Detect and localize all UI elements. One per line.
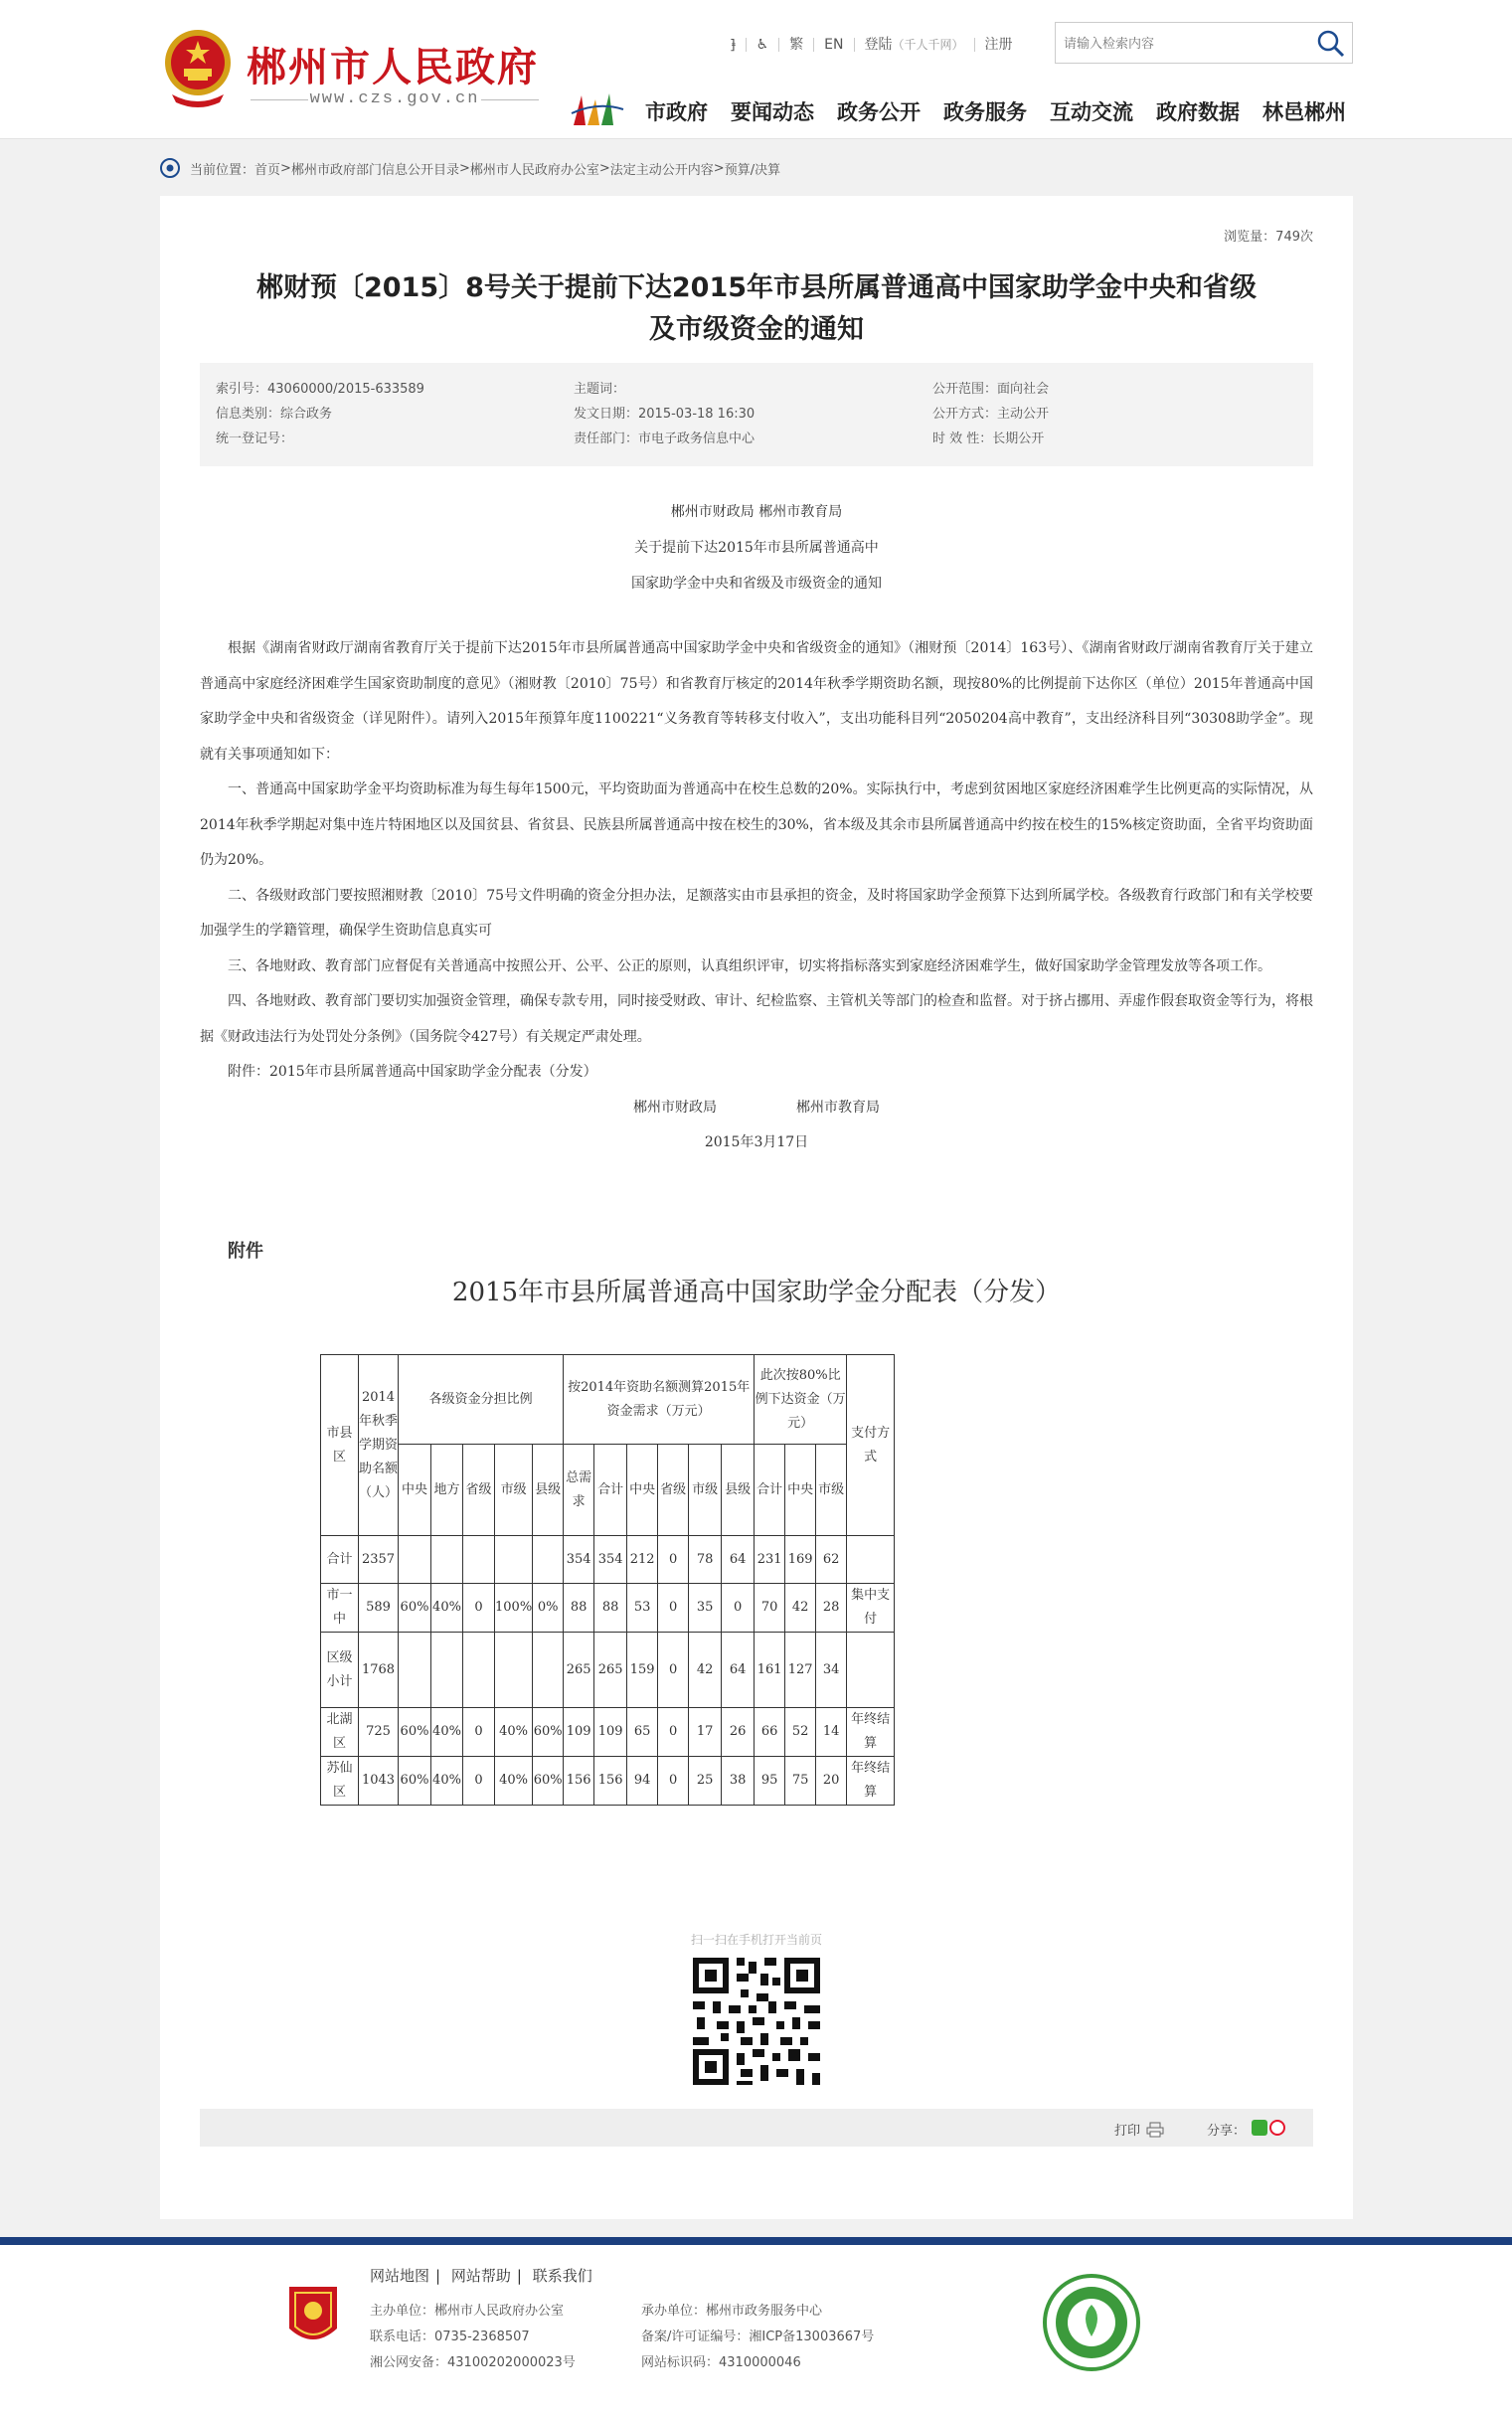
search-input[interactable]: [1064, 32, 1302, 56]
search-icon[interactable]: [1316, 29, 1346, 59]
footer-info-left: [370, 2299, 576, 2376]
footer-icp[interactable]: 备案/许可证编号：湘ICP备13003667号: [641, 2330, 875, 2344]
table-cell: [463, 1633, 495, 1708]
allocation-table: [320, 1354, 895, 1806]
table-cell: 109: [594, 1708, 627, 1757]
nav-item-news[interactable]: 要闻动态: [731, 100, 814, 124]
site-header: [0, 0, 1512, 139]
table-row: [321, 1708, 895, 1757]
header-city: 市级: [495, 1445, 533, 1536]
table-cell: 265: [594, 1633, 627, 1708]
table-cell: 212: [627, 1536, 658, 1584]
table-cell: 88: [564, 1584, 594, 1633]
table-cell: [533, 1536, 564, 1584]
nav-item-government[interactable]: 市政府: [645, 100, 708, 124]
document-heading: [200, 494, 1313, 602]
footer-link-contact[interactable]: 联系我们: [532, 2267, 592, 2285]
table-cell: 62: [816, 1536, 847, 1584]
table-cell: 0: [463, 1757, 495, 1806]
table-cell: 65: [627, 1708, 658, 1757]
header-city: 市级: [689, 1445, 722, 1536]
table-cell: 苏仙区: [321, 1757, 359, 1806]
body-paragraph: 一、普通高中国家助学金平均资助标准为每生每年1500元，平均资助面为普通高中在校生总数的20%。实际执行中，考虑到贫困地区家庭经济困难学生比例更高的实际情况，从2014年秋季学期起对集中连片特困地区以及国贫县、省贫县、民族县所属普通高中按在校生的30%，省本级及其余市县所属普通高中约按在校生的15%核定资助面，全省平均资助面仍为20%。: [200, 781, 1313, 868]
footer-link-sitemap[interactable]: 网站地图: [370, 2267, 430, 2285]
wechat-icon[interactable]: [1252, 2120, 1267, 2136]
signature-date: 2015年3月17日: [704, 1134, 809, 1150]
heading-line: 国家助学金中央和省级及市级资金的通知: [631, 576, 882, 592]
table-cell: 100%: [495, 1584, 533, 1633]
header-total-need: 总需求: [564, 1445, 594, 1536]
table-cell: [495, 1536, 533, 1584]
article-card: [160, 196, 1353, 2219]
heading-line: 郴州市财政局 郴州市教育局: [670, 504, 843, 520]
nav-item-open-affairs[interactable]: 政务公开: [837, 100, 921, 124]
table-cell: 40%: [431, 1584, 463, 1633]
table-cell: 0: [722, 1584, 755, 1633]
location-icon: [160, 158, 180, 178]
footer-sponsor: 主办单位：郴州市人民政府办公室: [370, 2304, 565, 2319]
register-link[interactable]: 注册: [984, 37, 1013, 53]
table-row: [321, 1757, 895, 1806]
accessibility-voice-icon[interactable]: ⹘: [721, 38, 747, 52]
footer-separator: |: [435, 2267, 441, 2285]
table-cell: 159: [627, 1633, 658, 1708]
table-cell: 231: [755, 1536, 785, 1584]
table-cell: 17: [689, 1708, 722, 1757]
weibo-icon[interactable]: [1269, 2120, 1285, 2136]
table-cell: 40%: [495, 1708, 533, 1757]
nav-item-linyi-chenzhou[interactable]: 林邑郴州: [1262, 100, 1346, 124]
breadcrumb-separator: >: [280, 160, 291, 176]
table-cell: [463, 1536, 495, 1584]
share-bar: [200, 2109, 1313, 2147]
table-cell: 94: [627, 1757, 658, 1806]
meta-scope: 公开范围：面向社会: [932, 382, 1050, 397]
header-region: 市县区: [321, 1355, 359, 1536]
table-cell: 60%: [533, 1757, 564, 1806]
signature-education: 郴州市教育局: [796, 1099, 880, 1116]
table-cell: 34: [816, 1633, 847, 1708]
table-cell: 0: [463, 1584, 495, 1633]
table-cell: 52: [785, 1708, 816, 1757]
national-emblem-icon[interactable]: [162, 25, 234, 108]
table-cell: 70: [755, 1584, 785, 1633]
table-cell: 60%: [399, 1757, 431, 1806]
footer-organizer: 承办单位：郴州市政务服务中心: [641, 2304, 823, 2319]
breadcrumb-separator: >: [458, 160, 470, 176]
site-url: www.czs.gov.cn: [251, 89, 539, 108]
breadcrumb-item-budget[interactable]: 预算/决算: [724, 162, 781, 178]
table-cell: 28: [816, 1584, 847, 1633]
table-cell: 北湖区: [321, 1708, 359, 1757]
footer-phone: 联系电话：0735-2368507: [370, 2330, 530, 2344]
footer-links: [370, 2265, 598, 2286]
table-cell: 60%: [399, 1584, 431, 1633]
table-cell: [431, 1536, 463, 1584]
article-title-line: 及市级资金的通知: [649, 314, 864, 345]
site-title[interactable]: 郴州市人民政府: [247, 44, 539, 90]
breadcrumb-item-content[interactable]: 法定主动公开内容: [609, 162, 714, 178]
breadcrumb: [160, 156, 780, 180]
table-cell: 78: [689, 1536, 722, 1584]
header-issue-group: 此次按80%比例下达资金（万元）: [755, 1355, 847, 1445]
table-cell: 合计: [321, 1536, 359, 1584]
body-paragraph: 三、各地财政、教育部门应督促有关普通高中按照公开、公平、公正的原则，认真组织评审，切实将指标落实到家庭经济困难学生，做好国家助学金管理发放等各项工作。: [228, 957, 1271, 974]
table-cell: 0: [658, 1584, 689, 1633]
footer-divider: [0, 2237, 1512, 2245]
table-cell: 35: [689, 1584, 722, 1633]
footer-police[interactable]: 湘公网安备：43100202000023号: [370, 2355, 576, 2370]
top-links: [721, 33, 1023, 57]
header-central: 中央: [627, 1445, 658, 1536]
table-cell: 20: [816, 1757, 847, 1806]
breadcrumb-item-home[interactable]: 首页: [254, 162, 281, 178]
accessibility-icon[interactable]: ♿: [747, 38, 780, 52]
table-cell: 75: [785, 1757, 816, 1806]
table-cell: 161: [755, 1633, 785, 1708]
header-need-group: 按2014年资助名额测算2015年资金需求（万元）: [564, 1355, 755, 1445]
signature-finance: 郴州市财政局: [633, 1099, 717, 1116]
table-cell: 53: [627, 1584, 658, 1633]
printer-icon: [1146, 2122, 1164, 2138]
header-province: 省级: [463, 1445, 495, 1536]
table-cell: 40%: [431, 1708, 463, 1757]
login-link[interactable]: [855, 38, 975, 52]
attachment-label: 附件: [228, 1241, 263, 1262]
meta-dept: 责任部门：市电子政务信息中心: [574, 432, 756, 446]
table-cell: [533, 1633, 564, 1708]
table-cell: 1043: [359, 1757, 399, 1806]
table-cell: 年终结算: [847, 1757, 895, 1806]
site-footer: [0, 2245, 1512, 2417]
table-cell: 25: [689, 1757, 722, 1806]
table-cell: 年终结算: [847, 1708, 895, 1757]
article-title-line: 郴财预〔2015〕8号关于提前下达2015年市县所属普通高中国家助学金中央和省级: [255, 272, 1258, 303]
meta-validity: 时 效 性：长期公开: [932, 432, 1045, 446]
heading-line: 关于提前下达2015年市县所属普通高中: [634, 540, 879, 556]
party-government-icon[interactable]: [285, 2283, 341, 2350]
qr-caption: 扫一扫在手机打开当前页: [690, 1933, 822, 1947]
table-cell: 14: [816, 1708, 847, 1757]
header-ratio-group: 各级资金分担比例: [399, 1355, 564, 1445]
table-cell: 38: [722, 1757, 755, 1806]
meta-subject: 主题词：: [574, 382, 626, 397]
breadcrumb-item-office[interactable]: 郴州市人民政府办公室: [469, 162, 599, 178]
header-city: 市级: [816, 1445, 847, 1536]
table-cell: [847, 1633, 895, 1708]
table-cell: 127: [785, 1633, 816, 1708]
login-label: 登陆: [864, 37, 893, 53]
table-cell: 265: [564, 1633, 594, 1708]
table-cell: [399, 1633, 431, 1708]
header-sum: 合计: [594, 1445, 627, 1536]
table-title: 2015年市县所属普通高中国家助学金分配表（分发）: [451, 1278, 1062, 1307]
metadata-panel: [200, 363, 1313, 466]
footer-separator: |: [516, 2267, 522, 2285]
breadcrumb-item-catalog[interactable]: 郴州市政府部门信息公开目录: [290, 162, 459, 178]
table-row: [321, 1584, 895, 1633]
login-sub-label: （千人千网）: [892, 38, 964, 52]
header-local: 地方: [431, 1445, 463, 1536]
share-icons: [1250, 2120, 1285, 2136]
document-body: [200, 631, 1313, 1161]
search-box: [1055, 22, 1353, 64]
table-cell: 64: [722, 1536, 755, 1584]
footer-link-help[interactable]: 网站帮助: [450, 2267, 511, 2285]
meta-index-no: 索引号：43060000/2015-633589: [216, 382, 424, 397]
table-cell: 区级小计: [321, 1633, 359, 1708]
table-cell: [431, 1633, 463, 1708]
signature-orgs: [200, 1091, 1313, 1126]
meta-publish-date: 发文日期：2015-03-18 16:30: [574, 407, 756, 422]
article-title: [200, 267, 1313, 351]
body-paragraph: 四、各地财政、教育部门要切实加强资金管理，确保专款专用，同时接受财政、审计、纪检监察、主管机关等部门的检查和监督。对于挤占挪用、弄虚作假套取资金等行为，将根据《财政违法行为处罚处分条例》（国务院令427号）有关规定严肃处理。: [200, 993, 1313, 1045]
table-row: [321, 1633, 895, 1708]
print-label: 打印: [1113, 2124, 1140, 2139]
table-cell: [495, 1633, 533, 1708]
header-sum: 合计: [755, 1445, 785, 1536]
table-cell: 0: [463, 1708, 495, 1757]
table-cell: 725: [359, 1708, 399, 1757]
meta-method: 公开方式：主动公开: [932, 407, 1050, 422]
nav-item-services[interactable]: 政务服务: [943, 100, 1027, 124]
table-cell: 156: [594, 1757, 627, 1806]
table-cell: 354: [594, 1536, 627, 1584]
table-cell: 26: [722, 1708, 755, 1757]
main-nav: [645, 96, 1346, 126]
breadcrumb-separator: >: [713, 160, 725, 176]
table-row: [321, 1536, 895, 1584]
breadcrumb-label: 当前位置：: [190, 162, 255, 178]
nav-decoration-icon: [570, 87, 625, 131]
table-cell: 0: [658, 1633, 689, 1708]
table-cell: 1768: [359, 1633, 399, 1708]
meta-category: 信息类别：综合政务: [216, 407, 333, 422]
table-cell: 66: [755, 1708, 785, 1757]
print-button[interactable]: [1114, 2120, 1164, 2139]
header-county: 县级: [722, 1445, 755, 1536]
table-cell: 354: [564, 1536, 594, 1584]
english-link[interactable]: EN: [814, 38, 854, 52]
table-cell: 集中支付: [847, 1584, 895, 1633]
table-cell: 42: [689, 1633, 722, 1708]
traditional-chinese-link[interactable]: 繁: [779, 38, 814, 52]
table-cell: 64: [722, 1633, 755, 1708]
nav-item-interaction[interactable]: 互动交流: [1050, 100, 1133, 124]
header-central: 中央: [785, 1445, 816, 1536]
footer-info-right: [641, 2299, 874, 2376]
view-count: 浏览量：749次: [1224, 230, 1313, 245]
table-cell: 95: [755, 1757, 785, 1806]
header-quota: 2014年秋季学期资助名额（人）: [359, 1355, 399, 1536]
nav-item-data[interactable]: 政府数据: [1156, 100, 1240, 124]
table-cell: 0: [658, 1536, 689, 1584]
table-cell: 169: [785, 1536, 816, 1584]
table-cell: [847, 1536, 895, 1584]
table-cell: 109: [564, 1708, 594, 1757]
qr-code-icon: [689, 1954, 824, 2089]
table-cell: 156: [564, 1757, 594, 1806]
footer-site-id: 网站标识码：4310000046: [641, 2355, 801, 2370]
breadcrumb-separator: >: [598, 160, 610, 176]
header-province: 省级: [658, 1445, 689, 1536]
attachment-note: 附件：2015年市县所属普通高中国家助学金分配表（分发）: [228, 1064, 597, 1080]
table-cell: 40%: [431, 1757, 463, 1806]
table-cell: 589: [359, 1584, 399, 1633]
table-cell: 42: [785, 1584, 816, 1633]
table-cell: 88: [594, 1584, 627, 1633]
table-cell: 60%: [399, 1708, 431, 1757]
body-paragraph: 根据《湖南省财政厅湖南省教育厅关于提前下达2015年市县所属普通高中国家助学金中央和省级资金的通知》（湘财预〔2014〕163号）、《湖南省财政厅湖南省教育厅关于建立普通高中家庭经济困难学生国家资助制度的意见》（湘财教〔2010〕75号）和省教育厅核定的2014年秋季学期资助名额，现按80%的比例提前下达你区（单位）2015年普通高中国家助学金中央和省级资金（详见附件）。请列入2015年预算年度1100221“义务教育等转移支付收入”，支出功能科目列“2050204高中教育”，支出经济科目列“30308助学金”。现就有关事项通知如下：: [200, 640, 1313, 763]
body-paragraph: 二、各级财政部门要按照湘财教〔2010〕75号文件明确的资金分担办法，足额落实由市县承担的资金，及时将国家助学金预算下达到所属学校。各级教育行政部门和有关学校要加强学生的学籍管理，确保学生资助信息真实可: [200, 887, 1313, 939]
table-cell: 0: [658, 1708, 689, 1757]
table-cell: 60%: [533, 1708, 564, 1757]
table-cell: 40%: [495, 1757, 533, 1806]
civilization-seal-icon[interactable]: [1042, 2273, 1141, 2372]
header-method: 支付方式: [847, 1355, 895, 1536]
header-county: 县级: [533, 1445, 564, 1536]
table-cell: [399, 1536, 431, 1584]
share-label: 分享：: [1206, 2124, 1246, 2139]
table-cell: 2357: [359, 1536, 399, 1584]
meta-unified-no: 统一登记号：: [216, 432, 294, 446]
table-cell: 0%: [533, 1584, 564, 1633]
table-cell: 0: [658, 1757, 689, 1806]
header-central: 中央: [399, 1445, 431, 1536]
table-cell: 市一中: [321, 1584, 359, 1633]
